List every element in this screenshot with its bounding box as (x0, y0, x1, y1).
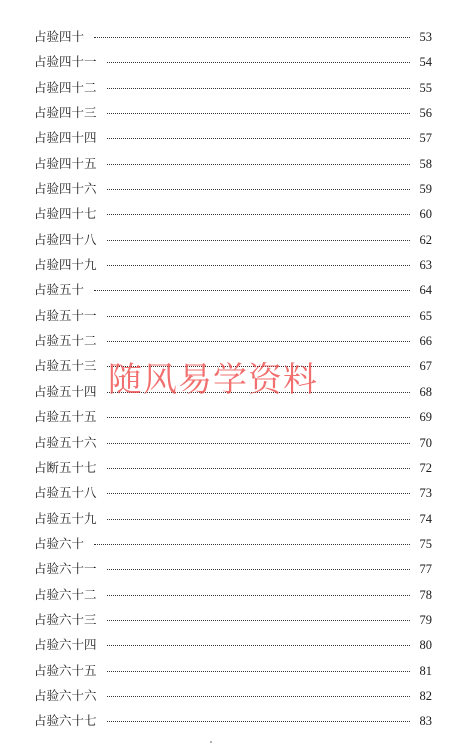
toc-entry (34, 534, 432, 559)
toc-entry-title: 占验六十二 (34, 586, 97, 602)
toc-entry (34, 585, 432, 610)
dot-leader (94, 290, 410, 291)
toc-entry (34, 433, 432, 458)
toc-entry-title: 占验五十二 (34, 333, 97, 349)
toc-entry-page: 81 (419, 663, 432, 678)
watermark: 随风易学资料 (108, 360, 318, 400)
toc-entry-title: 占验六十 (34, 535, 85, 551)
toc-entry-title: 占验六十一 (34, 561, 97, 577)
toc-entry-page: 78 (419, 587, 432, 602)
toc-entry-page: 70 (419, 435, 432, 450)
toc-entry-page: 72 (419, 460, 432, 475)
dot-leader (107, 265, 410, 266)
toc-entry-title: 占验四十七 (34, 206, 97, 222)
toc-entry-page: 82 (419, 688, 432, 703)
dot-leader (107, 595, 410, 596)
dot-leader (107, 341, 410, 342)
dot-leader (107, 721, 410, 722)
toc-entry-page: 60 (419, 207, 432, 222)
toc-entry (34, 509, 432, 534)
toc-entry-page: 57 (419, 131, 432, 146)
dot-leader (94, 37, 410, 38)
toc-entry (34, 230, 432, 255)
dot-leader (107, 417, 410, 418)
dot-leader (107, 189, 410, 190)
dot-leader (107, 62, 410, 63)
dot-leader (94, 544, 410, 545)
dot-leader (107, 316, 410, 317)
toc-entry-page: 73 (419, 486, 432, 501)
toc-entry (34, 280, 432, 305)
dot-leader (107, 468, 410, 469)
toc-entry-page: 53 (419, 30, 432, 44)
toc-entry (34, 458, 432, 483)
toc-entry (34, 103, 432, 128)
toc-entry (34, 154, 432, 179)
toc-entry-title: 占验四十 (34, 29, 85, 44)
toc-entry (34, 661, 432, 686)
toc-entry (34, 407, 432, 432)
toc-entry-title: 占验四十四 (34, 130, 97, 146)
toc-entry (34, 27, 432, 52)
dot-leader (107, 645, 410, 646)
toc-entry-page: 56 (419, 106, 432, 121)
toc-entry (34, 610, 432, 635)
toc-entry-title: 占验五十一 (34, 307, 97, 323)
toc-entry (34, 52, 432, 77)
toc-entry-title: 占验五十 (34, 282, 85, 298)
toc-entry-title: 占验六十四 (34, 637, 97, 653)
dot-leader (107, 214, 410, 215)
toc-entry-title: 占验四十六 (34, 181, 97, 197)
toc-entry-title: 占验四十二 (34, 79, 97, 95)
toc-entry-title: 占验四十五 (34, 155, 97, 171)
toc-entry-page: 77 (419, 562, 432, 577)
toc-entry-page: 80 (419, 638, 432, 653)
toc-entry-page: 54 (419, 55, 432, 70)
toc-entry (34, 635, 432, 660)
toc-entry-page: 83 (419, 714, 432, 729)
toc-entry (34, 483, 432, 508)
toc-entry-page: 65 (419, 308, 432, 323)
toc-entry-title: 占验四十一 (34, 54, 97, 70)
toc-entry-title: 占验六十五 (34, 662, 97, 678)
toc-entry-title: 占验五十六 (34, 434, 97, 450)
toc-entry (34, 204, 432, 229)
toc-entry-page: 67 (419, 359, 432, 374)
toc-entry-page: 69 (419, 410, 432, 425)
toc-entry (34, 128, 432, 153)
toc-entry-page: 58 (419, 156, 432, 171)
toc-entry-title: 占断五十七 (34, 459, 97, 475)
toc-entry-page: 64 (419, 283, 432, 298)
toc-entry (34, 179, 432, 204)
toc-entry (34, 686, 432, 711)
toc-entry-page: 75 (419, 536, 432, 551)
toc-entry-title: 占验六十六 (34, 687, 97, 703)
dot-leader (107, 240, 410, 241)
toc-entry-page: 74 (419, 511, 432, 526)
toc-entry (34, 78, 432, 103)
toc-entry-title: 占验四十八 (34, 231, 97, 247)
toc-entry-title: 占验六十七 (34, 713, 97, 729)
toc-entry-title: 占验五十三 (34, 358, 97, 374)
toc-entry-title: 占验五十四 (34, 383, 97, 399)
toc-entry (34, 255, 432, 280)
toc-entry-page: 68 (419, 384, 432, 399)
dot-leader (107, 696, 410, 697)
toc-entry-title: 占验五十八 (34, 485, 97, 501)
dot-leader (107, 569, 410, 570)
dot-leader (107, 113, 410, 114)
toc-entry-page: 59 (419, 182, 432, 197)
toc-entry-page: 55 (419, 80, 432, 95)
toc-entry-page: 63 (419, 258, 432, 273)
toc-entry-title: 占验六十三 (34, 611, 97, 627)
toc-entry (34, 306, 432, 331)
dot-leader (107, 519, 410, 520)
dot-leader (107, 164, 410, 165)
toc-entry-title: 占验四十三 (34, 105, 97, 121)
scan-speck (210, 741, 212, 743)
toc-entry-page: 66 (419, 334, 432, 349)
toc-entry-title: 占验四十九 (34, 257, 97, 273)
toc-entry-title: 占验五十九 (34, 510, 97, 526)
dot-leader (107, 88, 410, 89)
dot-leader (107, 671, 410, 672)
dot-leader (107, 138, 410, 139)
toc-entry (34, 559, 432, 584)
toc-entry (34, 711, 432, 736)
toc-entry-title: 占验五十五 (34, 409, 97, 425)
dot-leader (107, 443, 410, 444)
toc-entry-page: 79 (419, 612, 432, 627)
dot-leader (107, 493, 410, 494)
dot-leader (107, 620, 410, 621)
toc-entry-page: 62 (419, 232, 432, 247)
